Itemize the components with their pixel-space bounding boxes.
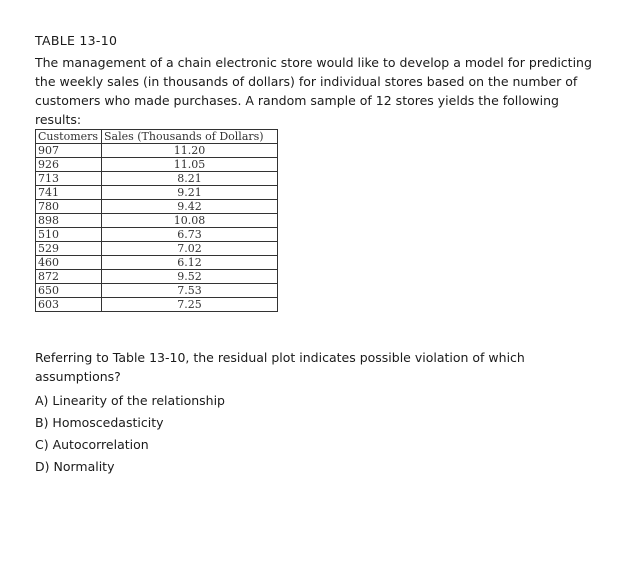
cell-sales: 9.21	[102, 186, 278, 200]
table-row	[36, 144, 278, 158]
option-c[interactable]: C) Autocorrelation	[35, 437, 149, 452]
table-row	[36, 256, 278, 270]
cell-sales: 11.05	[102, 158, 278, 172]
cell-customers: 872	[36, 270, 102, 284]
option-b[interactable]: B) Homoscedasticity	[35, 415, 164, 430]
table-row	[36, 242, 278, 256]
cell-customers: 603	[36, 298, 102, 312]
cell-sales: 6.73	[102, 228, 278, 242]
option-a[interactable]: A) Linearity of the relationship	[35, 393, 225, 408]
question-text: Referring to Table 13-10, the residual plot indicates possible violation of which assumptions?	[35, 350, 525, 384]
cell-sales: 9.42	[102, 200, 278, 214]
cell-customers: 741	[36, 186, 102, 200]
header-customers: Customers	[36, 130, 102, 144]
cell-customers: 780	[36, 200, 102, 214]
table-row	[36, 270, 278, 284]
table-row	[36, 298, 278, 312]
cell-customers: 460	[36, 256, 102, 270]
table-row	[36, 284, 278, 298]
header-sales: Sales (Thousands of Dollars)	[102, 130, 278, 144]
cell-customers: 898	[36, 214, 102, 228]
table-row	[36, 172, 278, 186]
table-header-row	[36, 130, 278, 144]
cell-sales: 11.20	[102, 144, 278, 158]
cell-customers: 650	[36, 284, 102, 298]
cell-sales: 7.53	[102, 284, 278, 298]
table-row	[36, 186, 278, 200]
option-d[interactable]: D) Normality	[35, 459, 115, 474]
cell-customers: 529	[36, 242, 102, 256]
table-row	[36, 158, 278, 172]
cell-customers: 907	[36, 144, 102, 158]
answer-options	[35, 390, 605, 478]
table-row	[36, 228, 278, 242]
table-title: TABLE 13-10	[35, 33, 118, 48]
cell-sales: 6.12	[102, 256, 278, 270]
cell-customers: 713	[36, 172, 102, 186]
data-table	[35, 129, 278, 312]
cell-sales: 7.02	[102, 242, 278, 256]
cell-sales: 7.25	[102, 298, 278, 312]
intro-paragraph: The management of a chain electronic store would like to develop a model for predicting the weekly sales (in thousands of dollars) for individual stores based on the number of customers who made purchases. A random sample of 12 stores yields the following results:	[35, 55, 592, 127]
cell-sales: 9.52	[102, 270, 278, 284]
table-row	[36, 214, 278, 228]
cell-sales: 8.21	[102, 172, 278, 186]
document-page	[35, 33, 605, 478]
cell-sales: 10.08	[102, 214, 278, 228]
cell-customers: 926	[36, 158, 102, 172]
cell-customers: 510	[36, 228, 102, 242]
table-row	[36, 200, 278, 214]
